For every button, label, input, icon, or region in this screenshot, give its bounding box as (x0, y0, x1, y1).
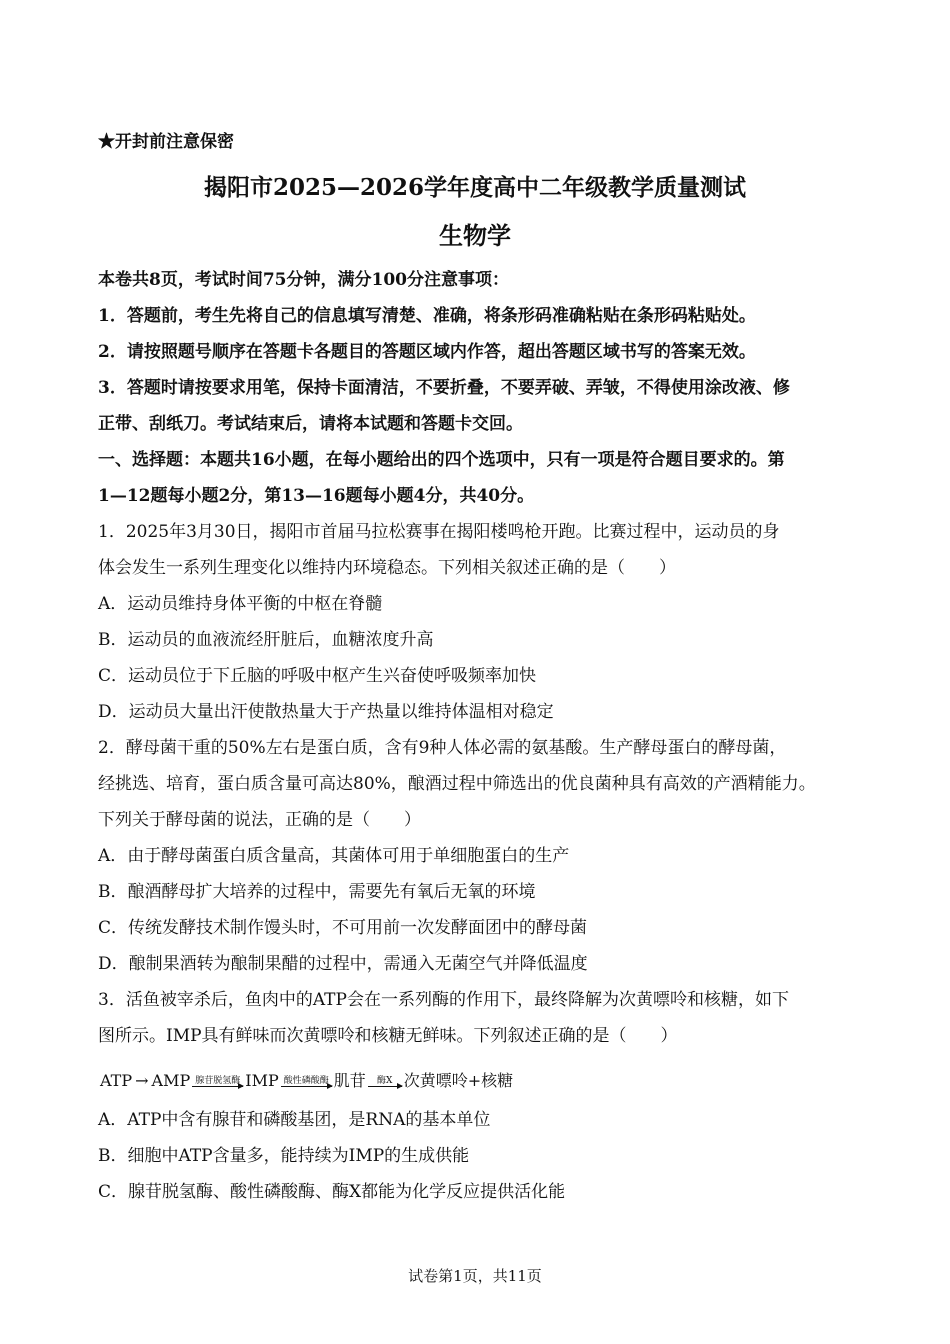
pathway-amp: AMP (151, 1071, 191, 1090)
atp-degradation-pathway (100, 1068, 513, 1094)
question-2-option-c: C．传统发酵技术制作馒头时，不可用前一次发酵面团中的酵母菌 (98, 918, 588, 938)
arrow-right-icon (281, 1086, 332, 1087)
question-1-option-b: B．运动员的血液流经肝脏后，血糖浓度升高 (98, 630, 434, 650)
subject-title: 生物学 (439, 221, 511, 250)
question-2-stem: 2．酵母菌干重的50%左右是蛋白质，含有9种人体必需的氨基酸。生产酵母蛋白的酵母菌， (98, 738, 787, 758)
instruction-item-1: 1．答题前，考生先将自己的信息填写清楚、准确，将条形码准确粘贴在条形码粘贴处。 (98, 306, 756, 326)
question-3-stem: 3．活鱼被宰杀后，鱼肉中的ATP会在一系列酶的作用下，最终降解为次黄嘌呤和核糖，如下 (98, 990, 789, 1010)
section-heading-cont: 1—12题每小题2分，第13—16题每小题4分，共40分。 (98, 486, 535, 506)
pathway-products: 次黄嘌呤+核糖 (403, 1071, 514, 1090)
question-3-stem-cont: 图所示。IMP具有鲜味而次黄嘌呤和核糖无鲜味。下列叙述正确的是（ ） (98, 1026, 678, 1046)
instruction-item-2: 2．请按照题号顺序在答题卡各题目的答题区域内作答，超出答题区域书写的答案无效。 (98, 342, 756, 362)
pathway-imp: IMP (245, 1071, 279, 1090)
question-2-option-b: B．酿酒酵母扩大培养的过程中，需要先有氧后无氧的环境 (98, 882, 536, 902)
question-3-option-b: B．细胞中ATP含量多，能持续为IMP的生成供能 (98, 1146, 470, 1166)
question-1-option-d: D．运动员大量出汗使散热量大于产热量以维持体温相对稳定 (98, 702, 554, 722)
question-1-option-a: A．运动员维持身体平衡的中枢在脊髓 (98, 594, 383, 614)
question-1-stem-cont: 体会发生一系列生理变化以维持内环境稳态。下列相关叙述正确的是（ ） (98, 558, 676, 578)
question-1-option-c: C．运动员位于下丘脑的呼吸中枢产生兴奋使呼吸频率加快 (98, 666, 537, 686)
enzyme-1-label: 腺苷脱氢酶 (195, 1076, 241, 1086)
instruction-item-3: 3．答题时请按要求用笔，保持卡面清洁，不要折叠，不要弄破、弄皱，不得使用涂改液、修 (98, 378, 790, 398)
enzyme-3-label: 酶X (377, 1076, 393, 1086)
exam-title: 揭阳市2025—2026学年度高中二年级教学质量测试 (203, 174, 747, 201)
instructions-intro: 本卷共8页，考试时间75分钟，满分100分注意事项： (98, 270, 509, 290)
question-2-stem-cont: 经挑选、培育，蛋白质含量可高达80%，酿酒过程中筛选出的优良菌种具有高效的产酒精能力。 (98, 774, 816, 794)
arrow-right-icon (368, 1086, 402, 1087)
pathway-arrow-enzyme-1 (192, 1076, 243, 1094)
pathway-arrow-enzyme-2 (281, 1076, 332, 1094)
page-footer: 试卷第1页，共11页 (408, 1267, 542, 1285)
pathway-arrow-enzyme-3 (368, 1076, 402, 1094)
question-2-option-d: D．酿制果酒转为酿制果醋的过程中，需通入无菌空气并降低温度 (98, 954, 588, 974)
pathway-atp: ATP (100, 1071, 133, 1090)
arrow-right-icon: → (135, 1071, 149, 1090)
enzyme-2-label: 酸性磷酸酶 (283, 1076, 329, 1086)
pathway-inosine: 肌苷 (333, 1071, 366, 1090)
question-3-option-c: C．腺苷脱氢酶、酸性磷酸酶、酶X都能为化学反应提供活化能 (98, 1182, 566, 1202)
confidential-notice: ★开封前注意保密 (98, 132, 234, 152)
question-2-stem-cont-2: 下列关于酵母菌的说法，正确的是（ ） (98, 810, 421, 830)
section-heading: 一、选择题：本题共16小题，在每小题给出的四个选项中，只有一项是符合题目要求的。第 (98, 450, 785, 470)
question-1-stem: 1．2025年3月30日，揭阳市首届马拉松赛事在揭阳楼鸣枪开跑。比赛过程中，运动员的身 (98, 522, 780, 542)
arrow-right-icon (192, 1086, 243, 1087)
question-2-option-a: A．由于酵母菌蛋白质含量高，其菌体可用于单细胞蛋白的生产 (98, 846, 570, 866)
instruction-item-3-cont: 正带、刮纸刀。考试结束后，请将本试题和答题卡交回。 (98, 414, 523, 434)
question-3-option-a: A．ATP中含有腺苷和磷酸基团，是RNA的基本单位 (98, 1110, 491, 1130)
